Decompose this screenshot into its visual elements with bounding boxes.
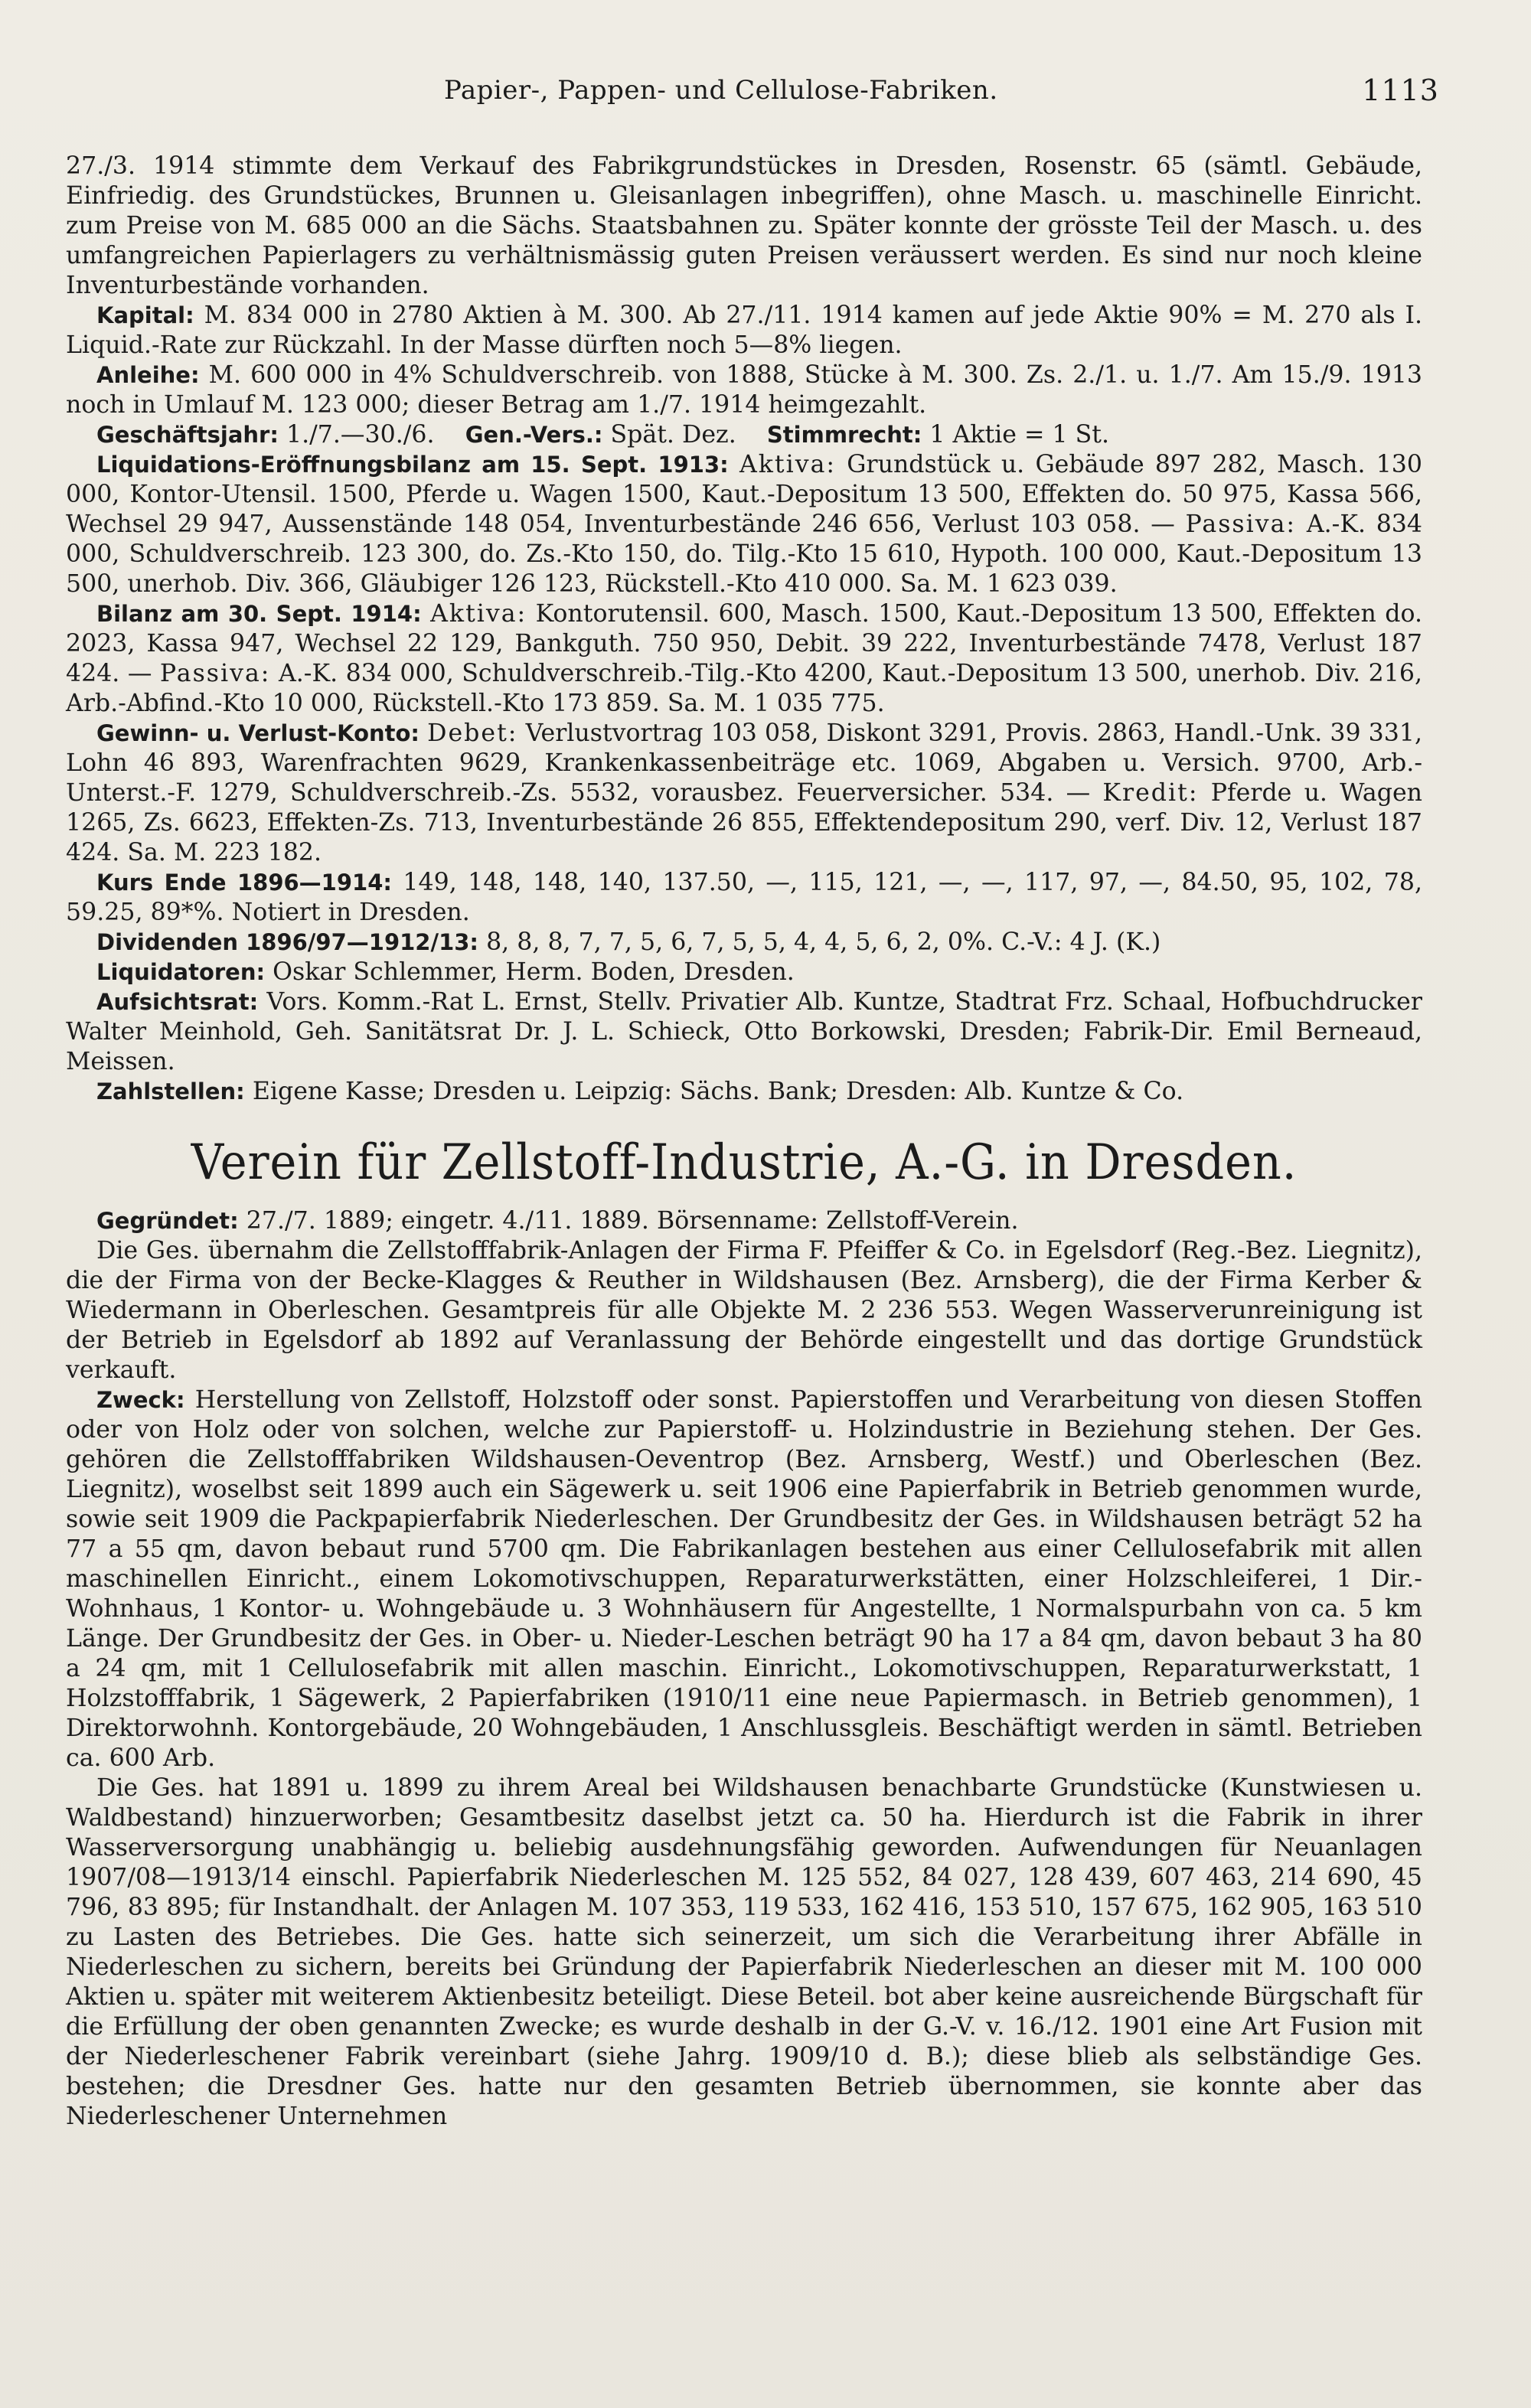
stimmrecht-value: 1 Aktie = 1 St. [929, 421, 1110, 449]
liquidationsbilanz-paragraph [66, 450, 1422, 599]
geschaeftsjahr-value: 1./7.—30./6. [286, 421, 435, 449]
liquidationsbilanz-passiva: A.-K. 834 000, Schuldverschreib. 123 300, do. Zs.-Kto 150, do. Tilg.-Kto 15 610, Hypoth. 100 000, Kaut.-Depositum 13 500, unerhob. Div. 366, Gläubiger 126 123, Rückstell.-Kto 410 000. Sa. M. 1 623 039. [66, 511, 1423, 598]
bilanz-passiva: A.-K. 834 000, Schuldverschreib.-Tilg.-Kto 4200, Kaut.-Depositum 13 500, unerhob. Div. 216, Arb.-Abfind.-Kto 10 000, Rückstell.-Kto 173 859. Sa. M. 1 035 775. [66, 660, 1422, 717]
kurs-paragraph [66, 868, 1422, 928]
history-text: Die Ges. übernahm die Zellstofffabrik-Anlagen der Firma F. Pfeiffer & Co. in Egelsdorf (Reg.-Bez. Liegnitz), die der Firma von der Becke-Klagges & Reuther in Wildshausen (Bez. Arnsberg), die der Firma Kerber & Wiedermann in Oberleschen. Gesamtpreis für alle Objekte M. 2 236 553. Wegen Wasserverunreinigung ist der Betrieb in Egelsdorf ab 1892 auf Veranlassung der Behörde eingestellt und das dortige Grundstück verkauft. [66, 1237, 1422, 1384]
bilanz-paragraph [66, 599, 1422, 719]
liquidatoren-text: Oskar Schlemmer, Herm. Boden, Dresden. [273, 958, 795, 986]
intro-paragraph [66, 152, 1422, 301]
running-head [61, 75, 1439, 113]
liquidationsbilanz-passiva-label: Passiva: [1185, 511, 1297, 538]
aufsichtsrat-label: Aufsichtsrat: [96, 989, 259, 1015]
gewinn-debet: Verlustvortrag 103 058, Diskont 3291, Provis. 2863, Handl.-Unk. 39 331, Lohn 46 893, Warenfrachten 9629, Krankenkassenbeiträge etc. 1069, Abgaben u. Versich. 9700, Arb.-Unterst.-F. 1279, Schuldverschreib.-Zs. 5532, vorausbez. Feuerversicher. 534. — [66, 719, 1423, 807]
gewinn-debet-label: Debet: [427, 719, 518, 747]
zahlstellen-text: Eigene Kasse; Dresden u. Leipzig: Sächs. Bank; Dresden: Alb. Kuntze & Co. [252, 1078, 1184, 1105]
liquidationsbilanz-aktiva: Grundstück u. Gebäude 897 282, Masch. 130 000, Kontor-Utensil. 1500, Pferde u. Wagen 1500, Kaut.-Depositum 13 500, Effekten do. 50 975, Kassa 566, Wechsel 29 947, Aussenstände 148 054, Inventurbestände 246 656, Verlust 103 058. — [66, 451, 1423, 538]
closing-paragraph [66, 1773, 1422, 2132]
zweck-text: Herstellung von Zellstoff, Holzstoff oder sonst. Papierstoffen und Verarbeitung von diesen Stoffen oder von Holz oder von solchen, welche zur Papierstoff- u. Holzindustrie in Beziehung stehen. Der Ges. gehören die Zellstofffabriken Wildshausen-Oeventrop (Bez. Arnsberg, Westf.) und Oberleschen (Bez. Liegnitz), woselbst seit 1899 auch ein Sägewerk u. seit 1906 eine Papierfabrik in Betrieb genommen wurde, sowie seit 1909 die Packpapierfabrik Niederleschen. Der Grundbesitz der Ges. in Wildshausen beträgt 52 ha 77 a 55 qm, davon bebaut rund 5700 qm. Die Fabrikanlagen bestehen aus einer Cellulosefabrik mit allen maschinellen Einricht., einem Lokomotivschuppen, Reparaturwerkstätten, einer Holzschleiferei, 1 Dir.-Wohnhaus, 1 Kontor- u. Wohngebäude u. 3 Wohnhäusern für Angestellte, 1 Normalspurbahn von ca. 5 km Länge. Der Grundbesitz der Ges. in Ober- u. Nieder-Leschen beträgt 90 ha 17 a 84 qm, davon bebaut 3 ha 80 a 24 qm, mit 1 Cellulosefabrik mit allen maschin. Einricht., Lokomotivschuppen, Reparaturwerkstatt, 1 Holzstofffabrik, 1 Sägewerk, 2 Papierfabriken (1910/11 eine neue Papiermasch. in Betrieb genommen), 1 Direktorwohnh. Kontorgebäude, 20 Wohngebäuden, 1 Anschlussgleis. Beschäftigt werden in sämtl. Betrieben ca. 600 Arb. [66, 1386, 1423, 1772]
body-text [66, 152, 1422, 2132]
gen-vers-label: Gen.-Vers.: [465, 422, 603, 448]
gewinn-kredit-label: Kredit: [1102, 779, 1199, 807]
dividenden-label: Dividenden 1896/97—1912/13: [96, 929, 479, 955]
kapital-label: Kapital: [96, 302, 194, 328]
bilanz-passiva-label: Passiva: [159, 660, 271, 687]
aufsichtsrat-text: Vors. Komm.-Rat L. Ernst, Stellv. Privatier Alb. Kuntze, Stadtrat Frz. Schaal, Hofbuchdrucker Walter Meinhold, Geh. Sanitätsrat Dr. J. L. Schieck, Otto Borkowski, Dresden; Fabrik-Dir. Emil Berneaud, Meissen. [66, 988, 1422, 1075]
gegruendet-text: 27./7. 1889; eingetr. 4./11. 1889. Börsenname: Zellstoff-Verein. [246, 1207, 1019, 1235]
zweck-paragraph [66, 1385, 1422, 1773]
dividenden-paragraph [66, 928, 1422, 958]
kurs-label: Kurs Ende 1896—1914: [96, 870, 392, 896]
kurs-text: 149, 148, 148, 140, 137.50, —, 115, 121, —, —, 117, 97, —, 84.50, 95, 102, 78, 59.25, 89*%. Notiert in Dresden. [66, 869, 1422, 926]
bilanz-aktiva: Kontorutensil. 600, Masch. 1500, Kaut.-Depositum 13 500, Effekten do. 2023, Kassa 947, Wechsel 22 129, Bankguth. 750 950, Debit. 39 222, Inventurbestände 7478, Verlust 187 424. — [66, 600, 1422, 687]
kapital-paragraph [66, 301, 1422, 361]
liquidationsbilanz-aktiva-label: Aktiva: [739, 451, 837, 478]
bilanz-label: Bilanz am 30. Sept. 1914: [96, 601, 422, 627]
geschaeftsjahr-label: Geschäftsjahr: [96, 422, 279, 448]
running-head-title: Papier-, Pappen- und Cellulose-Fabriken. [444, 75, 998, 106]
intro-text: 27./3. 1914 stimmte dem Verkauf des Fabrikgrundstückes in Dresden, Rosenstr. 65 (sämtl. Gebäude, Einfriedig. des Grundstückes, Brunnen u. Gleisanlagen inbegriffen), ohne Masch. u. maschinelle Einricht. zum Preise von M. 685 000 an die Sächs. Staatsbahnen zu. Später konnte der grösste Teil der Masch. u. des umfangreichen Papierlagers zu verhältnismässig guten Preisen veräussert werden. Es sind nur noch kleine Inventurbestände vorhanden. [66, 152, 1422, 299]
anleihe-text: M. 600 000 in 4% Schuldverschreib. von 1888, Stücke à M. 300. Zs. 2./1. u. 1./7. Am 15./9. 1913 noch in Umlauf M. 123 000; dieser Betrag am 1./7. 1914 heimgezahlt. [66, 361, 1422, 419]
gewinn-kredit: Pferde u. Wagen 1265, Zs. 6623, Effekten-Zs. 713, Inventurbestände 26 855, Effektendepositum 290, verf. Div. 12, Verlust 187 424. Sa. M. 223 182. [66, 779, 1423, 866]
gegruendet-label: Gegründet: [96, 1208, 239, 1234]
liquidatoren-paragraph [66, 958, 1422, 987]
company-title: Verein für Zellstoff-Industrie, A.-G. in Dresden. [191, 1134, 1298, 1191]
gewinn-paragraph [66, 719, 1422, 868]
anleihe-paragraph [66, 361, 1422, 420]
zweck-label: Zweck: [96, 1387, 185, 1413]
zahlstellen-paragraph [66, 1077, 1422, 1107]
liquidatoren-label: Liquidatoren: [96, 959, 266, 985]
aufsichtsrat-paragraph [66, 987, 1422, 1077]
gewinn-label: Gewinn- u. Verlust-Konto: [96, 720, 420, 746]
closing-text: Die Ges. hat 1891 u. 1899 zu ihrem Areal bei Wildshausen benachbarte Grundstücke (Kunstwiesen u. Waldbestand) hinzuerworben; Gesamtbesitz daselbst jetzt ca. 50 ha. Hierdurch ist die Fabrik in ihrer Wasserversorgung unabhängig u. beliebig ausdehnungsfähig geworden. Aufwendungen für Neuanlagen 1907/08—1913/14 einschl. Papierfabrik Niederleschen M. 125 552, 84 027, 128 439, 607 463, 214 690, 45 796, 83 895; für Instandhalt. der Anlagen M. 107 353, 119 533, 162 416, 153 510, 157 675, 162 905, 163 510 zu Lasten des Betriebes. Die Ges. hatte sich seinerzeit, um sich die Verarbeitung ihrer Abfälle in Niederleschen zu sichern, bereits bei Gründung der Papierfabrik Niederleschen an dieser mit M. 100 000 Aktien u. später mit weiterem Aktienbesitz beteiligt. Diese Beteil. bot aber keine ausreichende Bürgschaft für die Erfüllung der oben genannten Zwecke; es wurde deshalb in der G.-V. v. 16./12. 1901 eine Art Fusion mit der Niederleschener Fabrik vereinbart (siehe Jahrg. 1909/10 d. B.); diese blieb als selbständige Ges. bestehen; die Dresdner Ges. hatte nur den gesamten Betrieb übernommen, sie konnte aber das Niederleschener Unternehmen [66, 1774, 1422, 2130]
history-paragraph [66, 1236, 1422, 1385]
gegruendet-paragraph [66, 1206, 1422, 1236]
dividenden-text: 8, 8, 8, 7, 7, 5, 6, 7, 5, 5, 4, 4, 5, 6, 2, 0%. C.-V.: 4 J. (K.) [486, 928, 1161, 956]
kapital-text: M. 834 000 in 2780 Aktien à M. 300. Ab 27./11. 1914 kamen auf jede Aktie 90% = M. 270 als I. Liquid.-Rate zur Rückzahl. In der Masse dürften noch 5—8% liegen. [66, 302, 1423, 359]
page-number: 1113 [1362, 73, 1439, 107]
zahlstellen-label: Zahlstellen: [96, 1078, 245, 1104]
liquidationsbilanz-label: Liquidations-Eröffnungsbilanz am 15. Sept. 1913: [96, 452, 729, 478]
stimmrecht-label: Stimmrecht: [766, 422, 922, 448]
anleihe-label: Anleihe: [96, 362, 200, 388]
bilanz-aktiva-label: Aktiva: [430, 600, 527, 628]
geschaeftsjahr-paragraph [66, 420, 1422, 450]
gen-vers-value: Spät. Dez. [610, 421, 736, 449]
